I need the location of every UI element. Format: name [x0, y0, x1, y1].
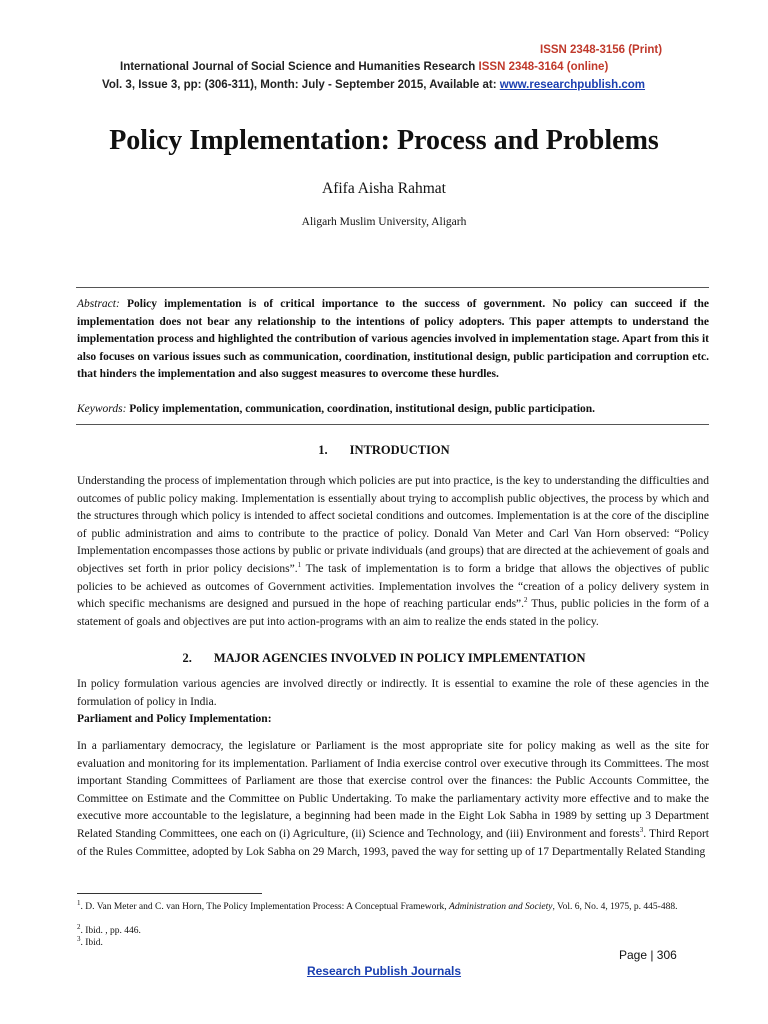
intro-text-a: Understanding the process of implementation through which policies are put into practice, is the key to understanding the difficulties and outcomes of public policy making. Implementation is essentially about trying to accomplish public objectives, the process by which and the structures through which policy is intended to affect societal conditions and outcomes. Implementation is at the core of the discipline of public administration and aims to contribute to the practice of policy. Donald Van Meter and Carl Van Horn observed: “Policy Implementation encompasses those actions by public or private individuals (and groups) that are directed at the achievement of goals and objectives set forth in prior policy decisions”.: [77, 475, 709, 575]
footnote-rule: [77, 893, 262, 894]
intro-text-c: Thus, public policies in the form of a statement of goals and objectives are put into action-programs with an aim to realize the ends stated in the policy.: [77, 598, 709, 628]
footnote-1: [77, 898, 709, 913]
abstract-top-rule: [76, 287, 709, 288]
author-name: Afifa Aisha Rahmat: [322, 180, 446, 197]
abstract-text: Policy implementation is of critical importance to the success of government. No policy can succeed if the implementation does not bear any relationship to the intentions of policy adopters. This paper attempts to understand the implementation process and highlighted the contribution of various agencies involved in implementation stage. Apart from this it also focuses on various issues such as communication, coordination, institutional design, public participation and corruption etc. that hinders the implementation and also suggest measures to overcome these hurdles.: [77, 298, 709, 381]
footnote-3: [77, 934, 103, 949]
website-link[interactable]: www.researchpublish.com: [499, 79, 646, 91]
keywords-label: Keywords:: [77, 403, 127, 415]
journal-header-line: [120, 61, 608, 73]
footnote-ref-3[interactable]: 3: [639, 826, 644, 835]
agencies-text: In policy formulation various agencies are involved directly or indirectly. It is essential to examine the role of these agencies in the formulation of policy in India.: [77, 678, 709, 708]
issn-online: ISSN 2348-3164 (online): [478, 61, 609, 73]
keywords-text: Policy implementation, communication, coordination, institutional design, public participation.: [126, 403, 596, 415]
section-title: INTRODUCTION: [349, 443, 450, 457]
subheading-parliament: Parliament and Policy Implementation:: [77, 713, 272, 725]
footnote-source: Administration and Society: [449, 902, 553, 912]
parliament-paragraph: [77, 738, 709, 861]
introduction-paragraph: [77, 473, 709, 631]
author-affiliation: Aligarh Muslim University, Aligarh: [301, 216, 467, 228]
volume-info: Vol. 3, Issue 3, pp: (306-311), Month: July - September 2015, Available at:: [102, 79, 497, 91]
section-number: 2.: [182, 651, 192, 665]
abstract-bottom-rule: [76, 424, 709, 425]
volume-line: [102, 79, 645, 91]
paper-title: Policy Implementation: Process and Problems: [109, 125, 659, 156]
keywords: [77, 401, 709, 419]
footnote-mark: 3: [77, 934, 81, 943]
parliament-text-a: In a parliamentary democracy, the legislature or Parliament is the most appropriate site for policy making as well as the site for evaluation and monitoring for its implementation. Parliament of India exercise control over executive through its Committees. The most important Standing Committees of Parliament are those that exercise control over the finances: the Public Accounts Committee, the Committee on Estimate and the Committee on Public Undertaking. To make the parliamentary activity more effective and to make the executive more accountable to the legislature, a beginning had been made in the Eight Lok Sabha in 1989 by setting up 3 Department Related Standing Committees, one each on (i) Agriculture, (ii) Science and Technology, and (iii) Environment and forests: [77, 740, 709, 840]
section-number: 1.: [318, 443, 328, 457]
footnote-2: [77, 922, 141, 937]
footnote-text: . Ibid. , pp. 446.: [80, 926, 141, 936]
footnote-ref-2[interactable]: 2: [524, 596, 528, 605]
section-title: MAJOR AGENCIES INVOLVED IN POLICY IMPLEMENTATION: [213, 651, 586, 665]
page-number: Page | 306: [619, 948, 677, 962]
parliament-text-b: . Third Report of the Rules Committee, adopted by Lok Sabha on 29 March, 1993, paved the way for setting up of 17 Departmentally Related Standing: [77, 827, 709, 858]
journal-name: International Journal of Social Science and Humanities Research: [120, 61, 476, 73]
agencies-paragraph: [77, 676, 709, 711]
intro-text-b: The task of implementation is to form a bridge that allows the objectives of public policies to be achieved as outcomes of Government activities. Implementation involves the “creation of a policy delivery system in which specific mechanisms are designed and pursued in the hope of reaching particular ends”.: [77, 562, 709, 611]
footnote-text: , Vol. 6, No. 4, 1975, p. 445-488.: [552, 902, 678, 912]
footnote-mark: 1: [77, 898, 81, 907]
abstract: [77, 296, 709, 384]
issn-print: ISSN 2348-3156 (Print): [540, 44, 663, 56]
abstract-label: Abstract:: [77, 298, 120, 310]
footnote-mark: 2: [77, 922, 81, 931]
footnote-ref-1[interactable]: 1: [297, 561, 302, 570]
section-heading-agencies: [0, 651, 768, 666]
footnote-text: . Ibid.: [80, 938, 103, 948]
section-heading-introduction: [0, 443, 768, 458]
footnote-text: . D. Van Meter and C. van Horn, The Policy Implementation Process: A Conceptual Framework,: [80, 902, 450, 912]
publisher-link[interactable]: Research Publish Journals: [306, 964, 462, 978]
